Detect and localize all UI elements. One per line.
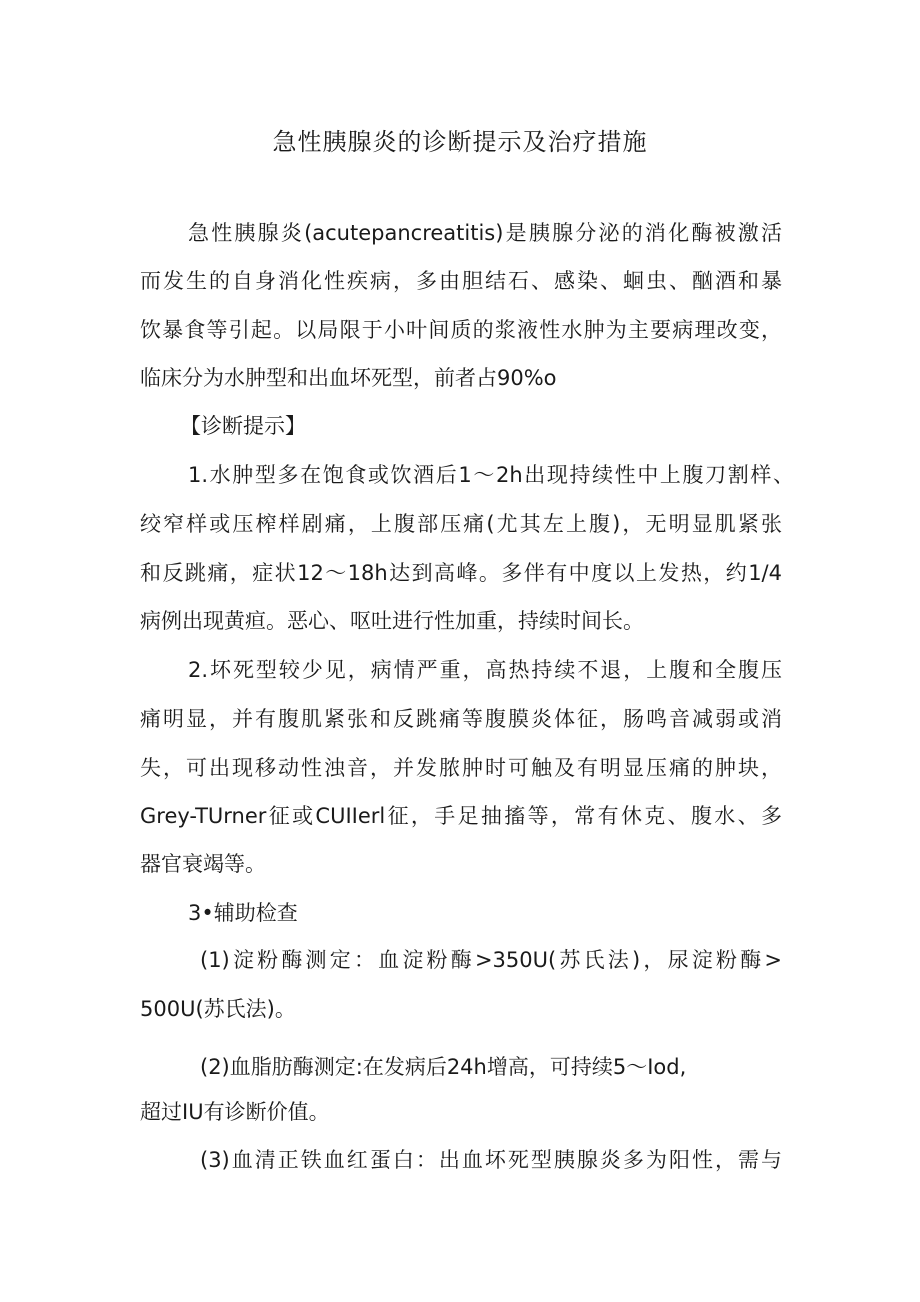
document-title: 急性胰腺炎的诊断提示及治疗措施 — [272, 128, 648, 156]
item1-line-3: 和反跳痛，症状12〜18h达到高峰。多伴有中度以上发热，约1/4 — [140, 561, 782, 585]
item2-line-2: 痛明显，并有腹肌紧张和反跳痛等腹膜炎体征，肠鸣音减弱或消 — [140, 707, 782, 731]
item2-line-3: 失，可出现移动性浊音，并发脓肿时可触及有明显压痛的肿块， — [140, 756, 782, 780]
intro-line-1: 急性胰腺炎(acutepancreatitis)是胰腺分泌的消化酶被激活 — [188, 221, 782, 245]
sub2-line-2: 超过IU有诊断价值。 — [140, 1100, 330, 1124]
sub1-line-1: (1)淀粉酶测定：血淀粉酶>350U(苏氏法)，尿淀粉酶> — [200, 948, 782, 972]
sub3-line-1: (3)血清正铁血红蛋白：出血坏死型胰腺炎多为阳性，需与 — [200, 1148, 782, 1172]
item1-line-1: 1.水肿型多在饱食或饮酒后1〜2h出现持续性中上腹刀割样、 — [188, 463, 794, 487]
item2-line-4: Grey-TUrner征或CUIIerl征，手足抽搐等，常有休克、腹水、多 — [140, 804, 782, 828]
sub2-line-1: (2)血脂肪酶测定:在发病后24h增高，可持续5〜Iod, — [200, 1055, 687, 1079]
item1-line-4: 病例出现黄疸。恶心、呕吐进行性加重，持续时间长。 — [140, 609, 644, 633]
sub1-line-2: 500U(苏氏法)。 — [140, 997, 296, 1021]
intro-line-2: 而发生的自身消化性疾病，多由胆结石、感染、蛔虫、酗酒和暴 — [140, 269, 782, 293]
item2-line-1: 2.坏死型较少见，病情严重，高热持续不退，上腹和全腹压 — [188, 658, 782, 682]
intro-line-4: 临床分为水肿型和出血坏死型，前者占90%o — [140, 366, 557, 390]
intro-line-3: 饮暴食等引起。以局限于小叶间质的浆液性水肿为主要病理改变， — [140, 318, 782, 342]
item2-line-5: 器官衰竭等。 — [140, 852, 266, 876]
section-heading: 【诊断提示】 — [180, 414, 306, 438]
item1-line-2: 绞窄样或压榨样剧痛，上腹部压痛(尤其左上腹)，无明显肌紧张 — [140, 512, 782, 536]
item3-heading: 3•辅助检查 — [188, 901, 298, 925]
